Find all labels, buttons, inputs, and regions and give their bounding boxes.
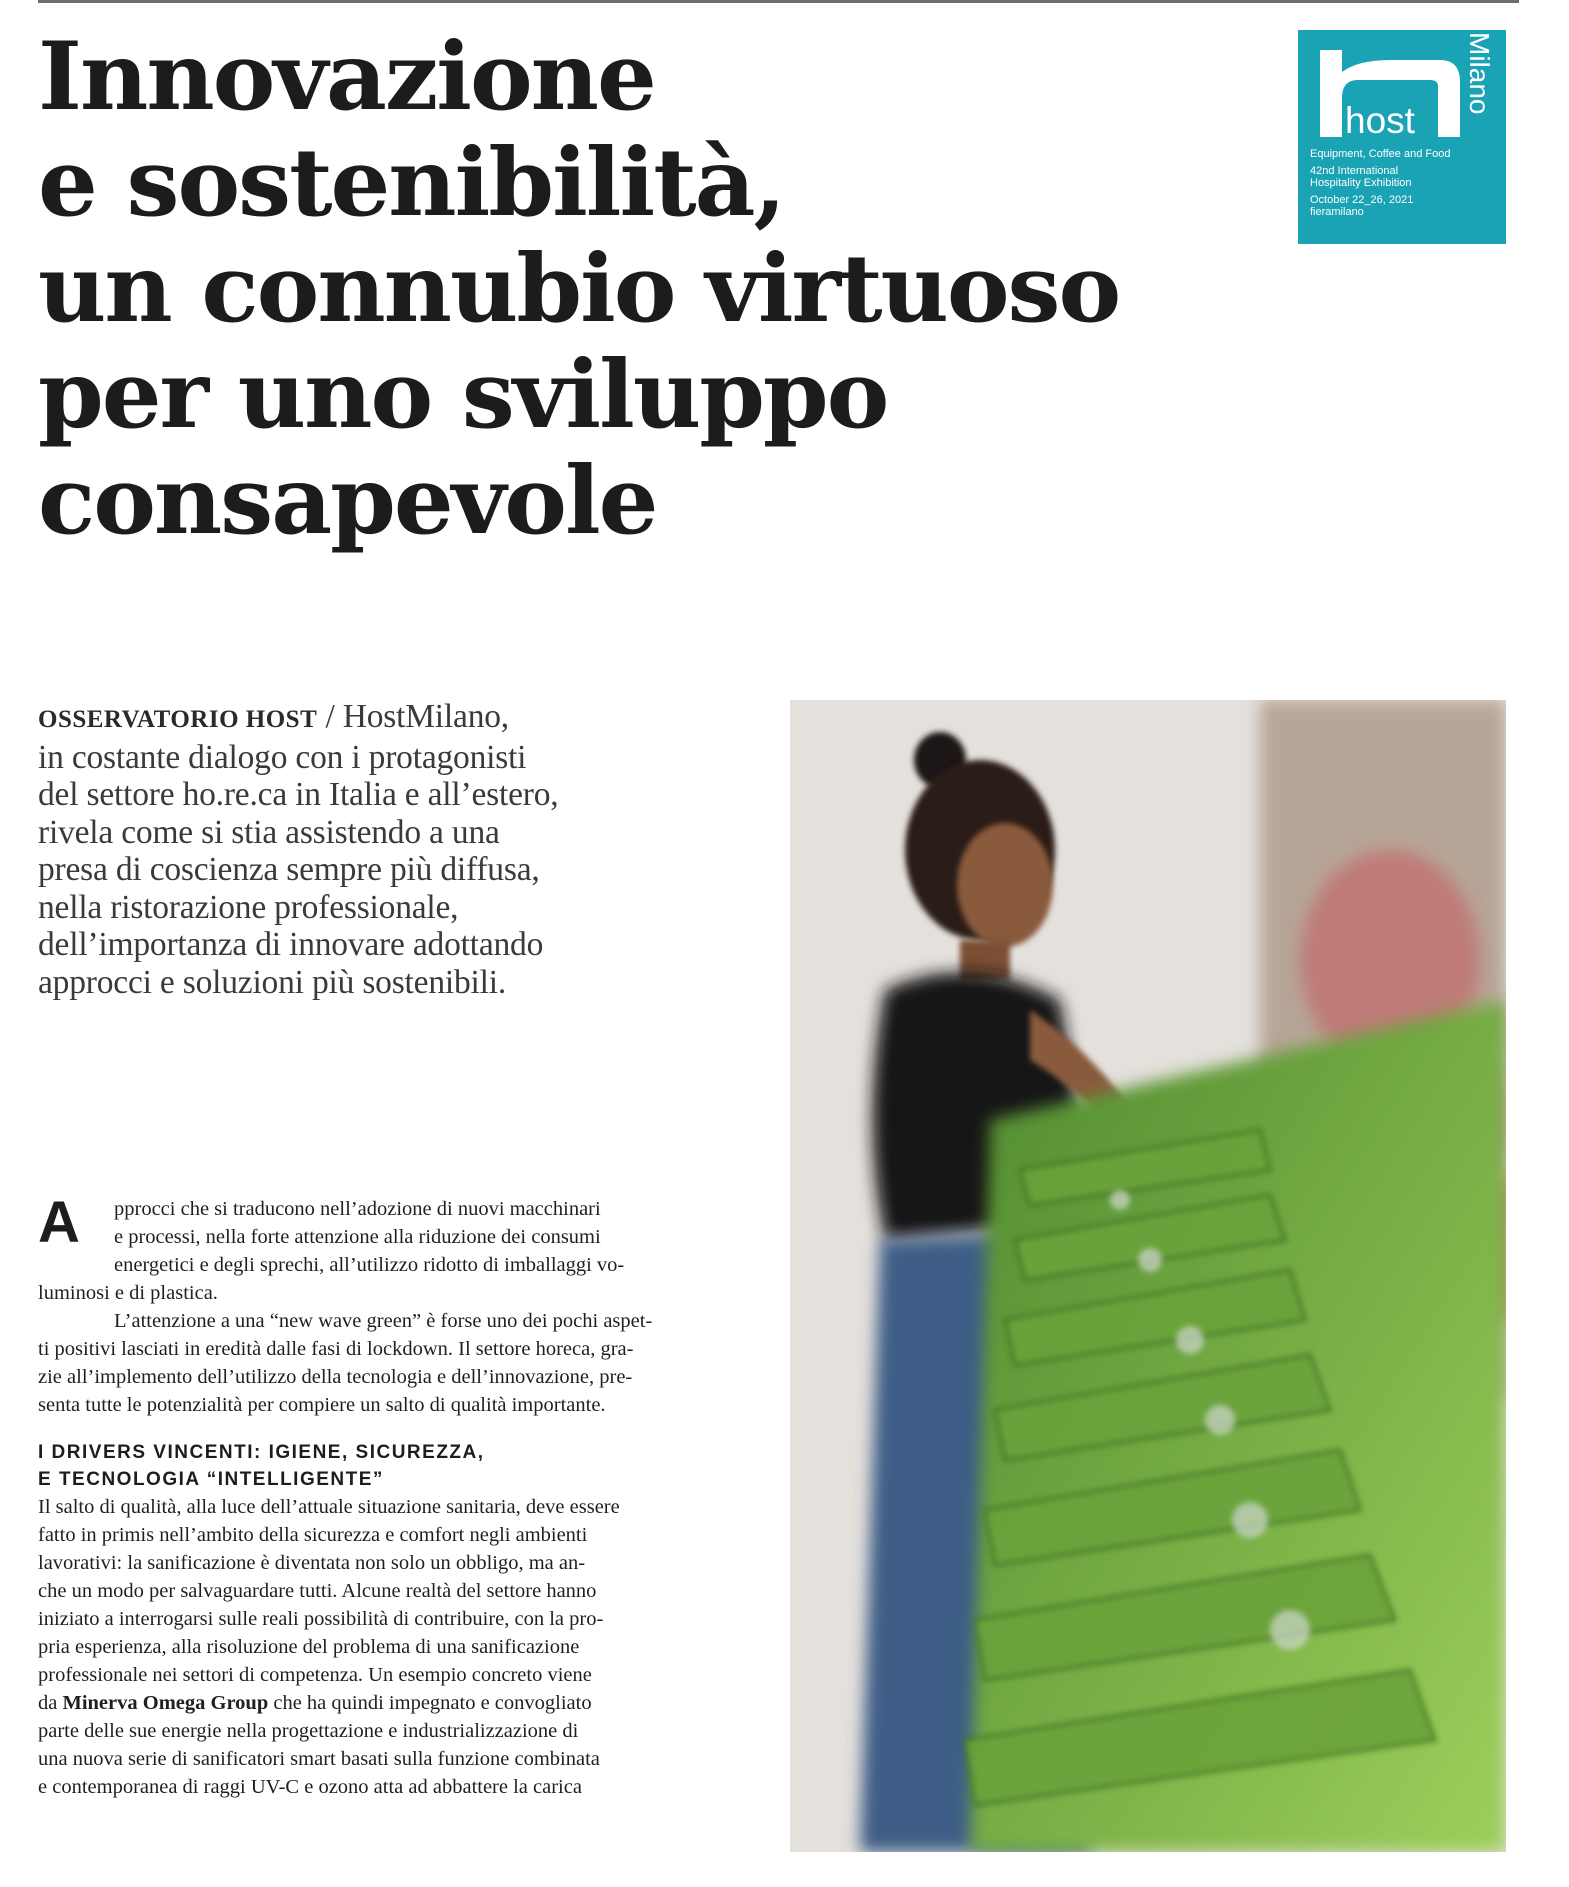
logo-dates: October 22_26, 2021: [1310, 194, 1414, 206]
body-line: L’attenzione a una “new wave green” è forse uno dei pochi aspet-: [114, 1310, 653, 1332]
body-line: luminosi e di plastica.: [38, 1282, 218, 1304]
subhead-line: E TECNOLOGIA “INTELLIGENTE”: [38, 1469, 384, 1490]
lead-line: in costante dialogo con i protagonisti: [38, 738, 527, 776]
logo-edition: 42nd International: [1310, 165, 1399, 177]
lead-line: dell’importanza di innovare adottando: [38, 926, 544, 963]
company-name: Minerva Omega Group: [62, 1692, 269, 1714]
body-line: pria esperienza, alla risoluzione del problema di una sanificazione: [38, 1636, 580, 1658]
logo-city: Milano: [1464, 32, 1495, 115]
headline-line: Innovazione: [38, 22, 655, 132]
company-suffix: che ha quindi impegnato e convogliato: [268, 1692, 592, 1714]
lead-line: rivela come si stia assistendo a una: [38, 813, 500, 851]
lead-paragraph: [38, 698, 738, 1001]
lead-line: nella ristorazione professionale,: [38, 888, 459, 926]
logo-venue: fieramilano: [1310, 206, 1364, 218]
top-rule: [38, 0, 1519, 3]
article-photo: [790, 700, 1506, 1852]
body-line: ti positivi lasciati in eredità dalle fasi di lockdown. Il settore horeca, gra-: [38, 1338, 634, 1360]
body-line: che un modo per salvaguardare tutti. Alcune realtà del settore hanno: [38, 1580, 597, 1602]
worker-photo-illustration: [790, 700, 1506, 1852]
body-line: una nuova serie di sanificatori smart basati sulla funzione combinata: [38, 1748, 600, 1770]
headline-line: un connubio virtuoso: [38, 234, 1120, 344]
body-line: Il salto di qualità, alla luce dell’attuale situazione sanitaria, deve essere: [38, 1496, 620, 1518]
body-line: energetici e degli sprechi, all’utilizzo ridotto di imballaggi vo-: [114, 1254, 625, 1276]
body-line: e contemporanea di raggi UV-C e ozono atta ad abbattere la carica: [38, 1776, 582, 1798]
headline-line: e sostenibilità,: [38, 128, 785, 238]
body-line: professionale nei settori di competenza. Un esempio concreto viene: [38, 1664, 592, 1686]
lead-line: / HostMilano,: [325, 698, 509, 735]
body-line: fatto in primis nell’ambito della sicurezza e comfort negli ambienti: [38, 1524, 588, 1546]
body-line: senta tutte le potenzialità per compiere un salto di qualità importante.: [38, 1394, 606, 1416]
section-subheading: [38, 1439, 760, 1493]
body-line: zie all’implemento dell’utilizzo della tecnologia e dell’innovazione, pre-: [38, 1366, 633, 1388]
lead-line: approcci e soluzioni più sostenibili.: [38, 963, 507, 1001]
logo-wordmark: host: [1345, 100, 1415, 141]
body-line: parte delle sue energie nella progettazione e industrializzazione di: [38, 1720, 579, 1742]
body-line-company: [38, 1689, 760, 1717]
logo-details: [1310, 148, 1500, 218]
headline-line: consapevole: [38, 446, 657, 556]
logo-tagline: Equipment, Coffee and Food: [1310, 148, 1451, 160]
lead-line: presa di coscienza sempre più diffusa,: [38, 851, 540, 888]
lead-line: del settore ho.re.ca in Italia e all’estero,: [38, 776, 559, 813]
body-line: lavorativi: la sanificazione è diventata non solo un obbligo, ma an-: [38, 1552, 586, 1574]
company-prefix: da: [38, 1692, 63, 1714]
subhead-line: I DRIVERS VINCENTI: IGIENE, SICUREZZA,: [38, 1442, 485, 1463]
body-line: iniziato a interrogarsi sulle reali possibilità di contribuire, con la pro-: [38, 1608, 604, 1630]
body-line: pprocci che si traducono nell’adozione di nuovi macchinari: [114, 1198, 601, 1220]
logo-edition-2: Hospitality Exhibition: [1310, 177, 1412, 189]
kicker: OSSERVATORIO HOST: [38, 706, 318, 733]
article-body: [38, 1190, 760, 1801]
body-line: e processi, nella forte attenzione alla riduzione dei consumi: [114, 1226, 601, 1248]
headline-line: per uno sviluppo: [38, 340, 888, 450]
headline: [38, 24, 1218, 554]
drop-cap: A: [38, 1190, 80, 1255]
